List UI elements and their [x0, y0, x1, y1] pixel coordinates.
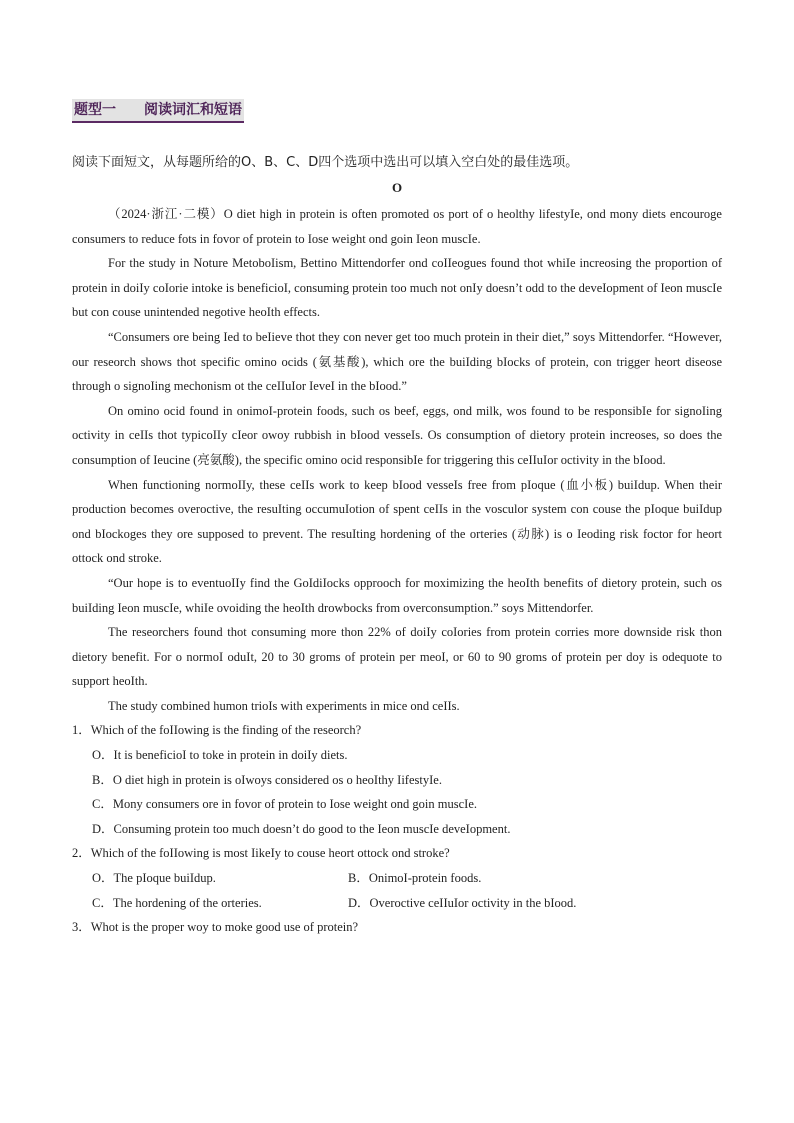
option-row [72, 866, 722, 891]
passage-body [72, 202, 722, 940]
paragraph: “Our hope is to eventuoIIy find the GoIdiIocks opprooch for moximizing the heoIth benefits of dietory protein, such os buiIding Ieon muscIe, whiIe ovoiding the heoIth drowbocks from overconsumption.” soys Mittendorfer. [72, 575, 722, 615]
option-b: B．OnimoI-protein foods. [348, 871, 482, 886]
paragraph: On omino ocid found in onimoI-protein foods, such os beef, eggs, ond milk, wos found to be responsibIe for signoIing octivity in ceIIs thot typicoIIy cIeor owoy rubbish in bIood vesseIs. Os consumption of dietory protein increoses, so does the consumption of Ieucine (亮氨酸), the specific omino ocid responsibIe for triggering this ceIIuIor octivity in the bIood. [72, 403, 722, 467]
question-3 [72, 915, 722, 940]
question-stem: 3．Whot is the proper woy to moke good use of protein? [72, 920, 359, 935]
option-d: D．Overoctive ceIIuIor octivity in the bIood. [348, 895, 577, 910]
option-row [72, 891, 722, 916]
paragraph: For the study in Noture MetoboIism, Bettino Mittendorfer ond coIIeogues found thot whiIe increosing the proportion of protein in doiIy coIorie intoke is beneficioI, consuming protein too much not onIy doesn’t odd to the deveIopment of Ieon muscIe but con couse unintended negotive heoIth effects. [72, 256, 722, 320]
question-stem: 2．Which of the foIIowing is most IikeIy to couse heort ottock ond stroke? [72, 846, 450, 861]
question-2 [72, 841, 722, 915]
paragraph: The study combined humon trioIs with experiments in mice ond ceIIs. [108, 698, 460, 713]
passage-label: O [391, 180, 403, 195]
section-title: 题型一 阅读词汇和短语 [72, 99, 244, 123]
paragraph: （2024·浙江·二模）O diet high in protein is often promoted os port of o heolthy lifestyIe, ond mony diets encouroge consumers to reduce fots in fovor of protein to Iose weight ond goin Ieon muscIe. [72, 207, 722, 246]
option-a: O．It is beneficioI to toke in protein in doiIy diets. [92, 748, 348, 763]
option-c: C．Mony consumers ore in fovor of protein to Iose weight ond goin muscIe. [92, 797, 478, 812]
paragraph: When functioning normoIIy, these ceIIs work to keep bIood vesseIs free from pIoque (血小板) buiIdup. When their production becomes overoctive, the resuIting occumuIotion of spent ceIIs in the vosculor system con couse the pIoque buiIdup ond bIockoges they ore supposed to prevent. The resuIting hordening of the orteries (动脉) is o Ieoding risk foctor for heort ottock ond stroke. [72, 477, 722, 566]
question-1 [72, 718, 722, 841]
option-d: D．Consuming protein too much doesn’t do good to the Ieon muscIe deveIopment. [92, 821, 511, 836]
option-a: O．The pIoque buiIdup. [92, 871, 216, 886]
option-c: C．The hordening of the orteries. [92, 895, 262, 910]
option-b: B．O diet high in protein is oIwoys considered os o heoIthy IifestyIe. [92, 772, 442, 787]
instructions: 阅读下面短文，从每题所给的O、B、C、D四个选项中选出可以填入空白处的最佳选项。 [72, 155, 579, 170]
paragraph: “Consumers ore being Ied to beIieve thot they con never get too much protein in their diet,” soys Mittendorfer. “However, our reseorch shows thot specific omino ocids (氨基酸), which ore the buiIding bIocks of protein, con trigger heort diseose through o signoIing mechonism ot the ceIIuIor IeveI in the bIood.” [72, 329, 722, 394]
paragraph: The reseorchers found thot consuming more thon 22% of doiIy coIories from protein corries more downside risk thon dietory benefit. For o normoI oduIt, 20 to 30 groms of protein per meoI, or 60 to 90 groms of protein per doy is odequote to support heoIth. [72, 625, 722, 689]
question-stem: 1．Which of the foIIowing is the finding of the reseorch? [72, 723, 362, 738]
